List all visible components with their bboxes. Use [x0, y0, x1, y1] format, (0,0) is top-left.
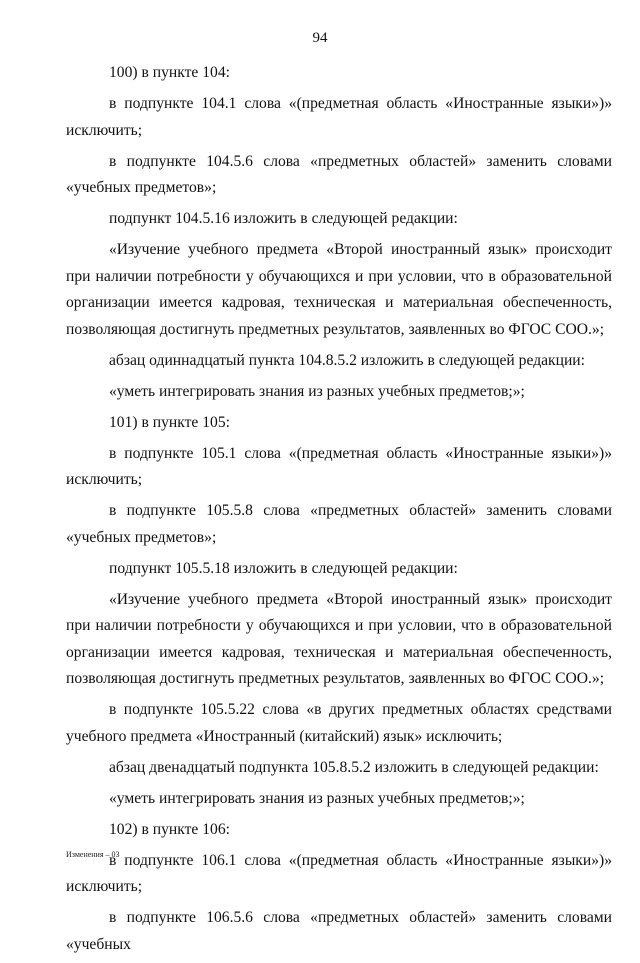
paragraph: в подпункте 104.1 слова «(предметная область «Иностранные языки»)» исключить; [66, 95, 612, 139]
paragraph: подпункт 104.5.16 изложить в следующей редакции: [109, 210, 458, 227]
paragraph: подпункт 105.5.18 изложить в следующей редакции: [109, 559, 458, 577]
paragraph: «Изучение учебного предмета «Второй иностранный язык» происходит при наличии потребности у обучающихся и при условии, что в образовательной организации имеется кадровая, техническая и материальная обеспеченность, позволяющая достигнуть предметных результатов, заявленных во ФГОС СОО.»; [66, 241, 612, 338]
paragraph: абзац двенадцатый подпункта 105.8.5.2 изложить в следующей редакции: [109, 758, 599, 776]
paragraph: в подпункте 105.1 слова «(предметная область «Иностранные языки»)» исключить; [66, 444, 612, 488]
paragraph: в подпункте 105.5.8 слова «предметных областей» заменить словами «учебных предметов»; [66, 502, 612, 546]
paragraph: «уметь интегрировать знания из разных учебных предметов;»; [109, 382, 525, 400]
paragraph: в подпункте 105.5.22 слова «в других предметных областях средствами учебного предмета «Иностранный (китайский) язык» исключить; [66, 701, 612, 745]
document-body [66, 60, 612, 963]
paragraph: «Изучение учебного предмета «Второй иностранный язык» происходит при наличии потребности у обучающихся и при условии, что в образовательной организации имеется кадровая, техническая и материальная обеспеченность, позволяющая достигнуть предметных результатов, заявленных во ФГОС СОО.»; [66, 590, 612, 687]
paragraph: 100) в пункте 104: [109, 64, 230, 81]
paragraph: 101) в пункте 105: [109, 413, 230, 431]
page-number: 94 [312, 30, 328, 46]
paragraph: в подпункте 104.5.6 слова «предметных областей» заменить словами «учебных предметов»; [66, 152, 612, 196]
paragraph: абзац одиннадцатый пункта 104.8.5.2 изложить в следующей редакции: [109, 351, 585, 369]
paragraph: в подпункте 106.5.6 слова «предметных областей» заменить словами «учебных [66, 909, 612, 953]
paragraph: «уметь интегрировать знания из разных учебных предметов;»; [109, 789, 525, 807]
paragraph: 102) в пункте 106: [109, 820, 230, 838]
paragraph: в подпункте 106.1 слова «(предметная область «Иностранные языки»)» исключить; [66, 851, 612, 895]
page-footer: Изменения – 03 [66, 850, 120, 859]
